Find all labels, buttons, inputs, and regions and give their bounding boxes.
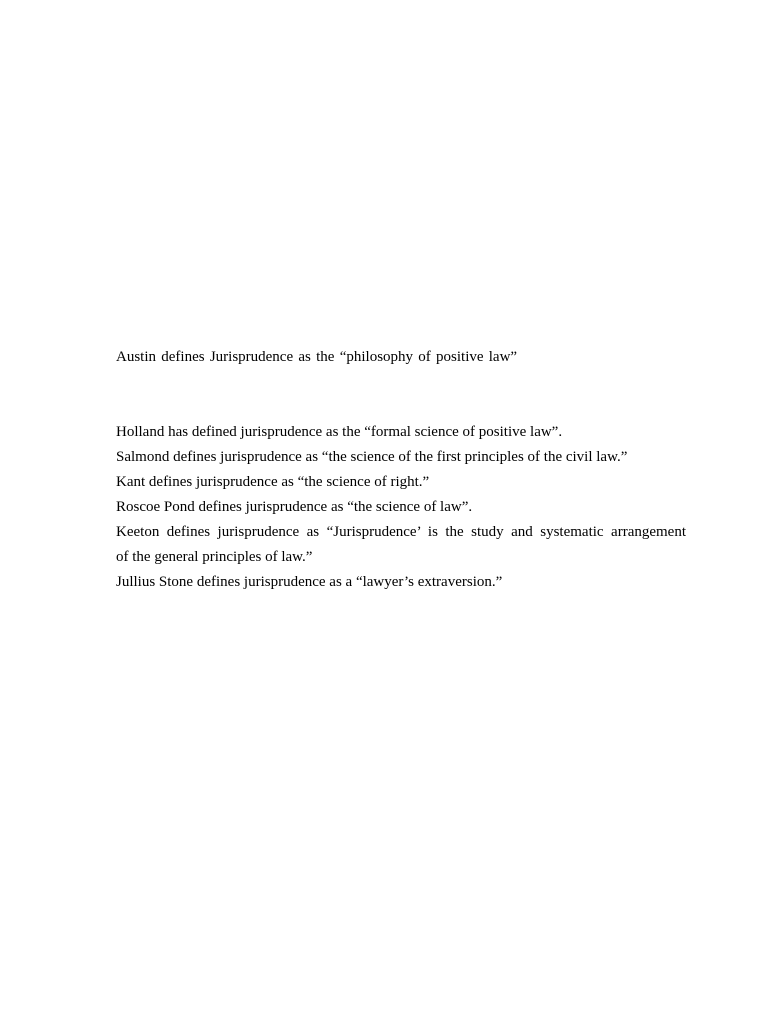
- keeton-definition-line-1: Keeton defines jurisprudence as “Jurisprudence’ is the study and systematic arrangement: [116, 524, 686, 540]
- roscoe-pond-definition: Roscoe Pond defines jurisprudence as “the science of law”.: [116, 499, 473, 515]
- definitions-list: [116, 420, 686, 595]
- austin-definition: Austin defines Jurisprudence as the “philosophy of positive law”: [116, 349, 518, 365]
- kant-definition: Kant defines jurisprudence as “the science of right.”: [116, 474, 430, 490]
- keeton-definition-line-2: of the general principles of law.”: [116, 549, 313, 565]
- holland-definition: Holland has defined jurisprudence as the “formal science of positive law”.: [116, 424, 563, 440]
- salmond-definition: Salmond defines jurisprudence as “the science of the first principles of the civil law.”: [116, 449, 628, 465]
- jullius-stone-definition: Jullius Stone defines jurisprudence as a “lawyer’s extraversion.”: [116, 574, 503, 590]
